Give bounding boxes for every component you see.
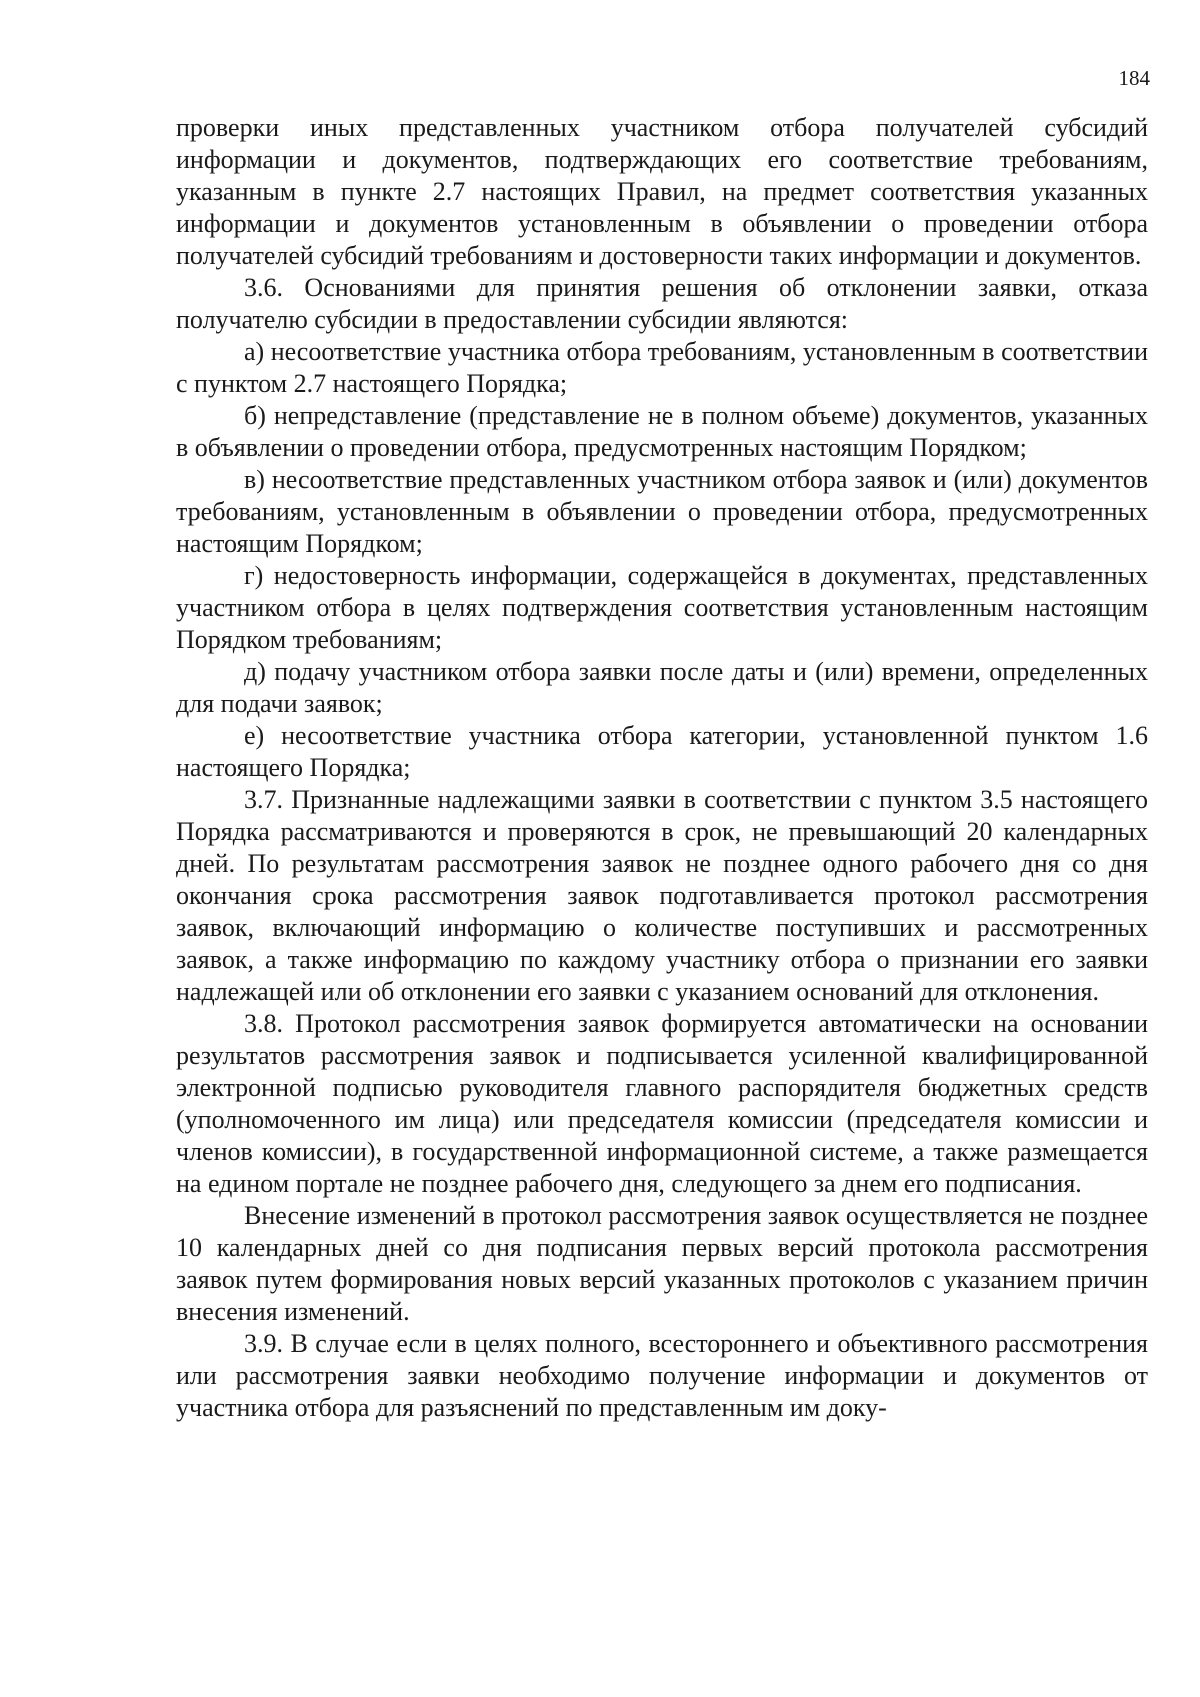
paragraph-item-d: д) подачу участником отбора заявки после даты и (или) времени, определенных для подачи заявок; xyxy=(176,657,1148,718)
paragraph-item-e: е) несоответствие участника отбора категории, установленной пунктом 1.6 настоящего Порядка; xyxy=(176,721,1148,782)
paragraph-item-b: б) непредставление (представление не в полном объеме) документов, указанных в объявлении о проведении отбора, предусмотренных настоящим Порядком; xyxy=(176,401,1148,462)
paragraph-protocol-changes: Внесение изменений в протокол рассмотрения заявок осуществляется не позднее 10 календарных дней со дня подписания первых версий протокола рассмотрения заявок путем формирования новых версий указанных протоколов с указанием причин внесения изменений. xyxy=(176,1201,1148,1326)
paragraph-item-v: в) несоответствие представленных участником отбора заявок и (или) документов требованиям, установленным в объявлении о проведении отбора, предусмотренных настоящим Порядком; xyxy=(176,465,1148,558)
paragraph-3-7: 3.7. Признанные надлежащими заявки в соответствии с пунктом 3.5 настоящего Порядка рассматриваются и проверяются в срок, не превышающий 20 календарных дней. По результатам рассмотрения заявок не позднее одного рабочего дня со дня окончания срока рассмотрения заявок подготавливается протокол рассмотрения заявок, включающий информацию о количестве поступивших и рассмотренных заявок, а также информацию по каждому участнику отбора о признании его заявки надлежащей или об отклонении его заявки с указанием оснований для отклонения. xyxy=(176,785,1148,1006)
paragraph-item-a: а) несоответствие участника отбора требованиям, установленным в соответствии с пунктом 2.7 настоящего Порядка; xyxy=(176,337,1148,398)
paragraph-item-g: г) недостоверность информации, содержащейся в документах, представленных участником отбора в целях подтверждения соответствия установленным настоящим Порядком требованиям; xyxy=(176,561,1148,654)
page-number: 184 xyxy=(1118,66,1150,90)
paragraph-3-6: 3.6. Основаниями для принятия решения об отклонении заявки, отказа получателю субсидии в предоставлении субсидии являются: xyxy=(176,273,1148,334)
paragraph-3-8: 3.8. Протокол рассмотрения заявок формируется автоматически на основании результатов рассмотрения заявок и подписывается усиленной квалифицированной электронной подписью руководителя главного распорядителя бюджетных средств (уполномоченного им лица) или председателя комиссии (председателя комиссии и членов комиссии), в государственной информационной системе, а также размещается на едином портале не позднее рабочего дня, следующего за днем его подписания. xyxy=(176,1009,1148,1198)
paragraph-continuation: проверки иных представленных участником отбора получателей субсидий информации и документов, подтверждающих его соответствие требованиям, указанным в пункте 2.7 настоящих Правил, на предмет соответствия указанных информации и документов установленным в объявлении о проведении отбора получателей субсидий требованиям и достоверности таких информации и документов. xyxy=(176,113,1148,270)
document-body xyxy=(176,112,1148,1424)
paragraph-3-9: 3.9. В случае если в целях полного, всестороннего и объективного рассмотрения или рассмотрения заявки необходимо получение информации и документов от участника отбора для разъяснений по представленным им доку- xyxy=(176,1329,1148,1422)
